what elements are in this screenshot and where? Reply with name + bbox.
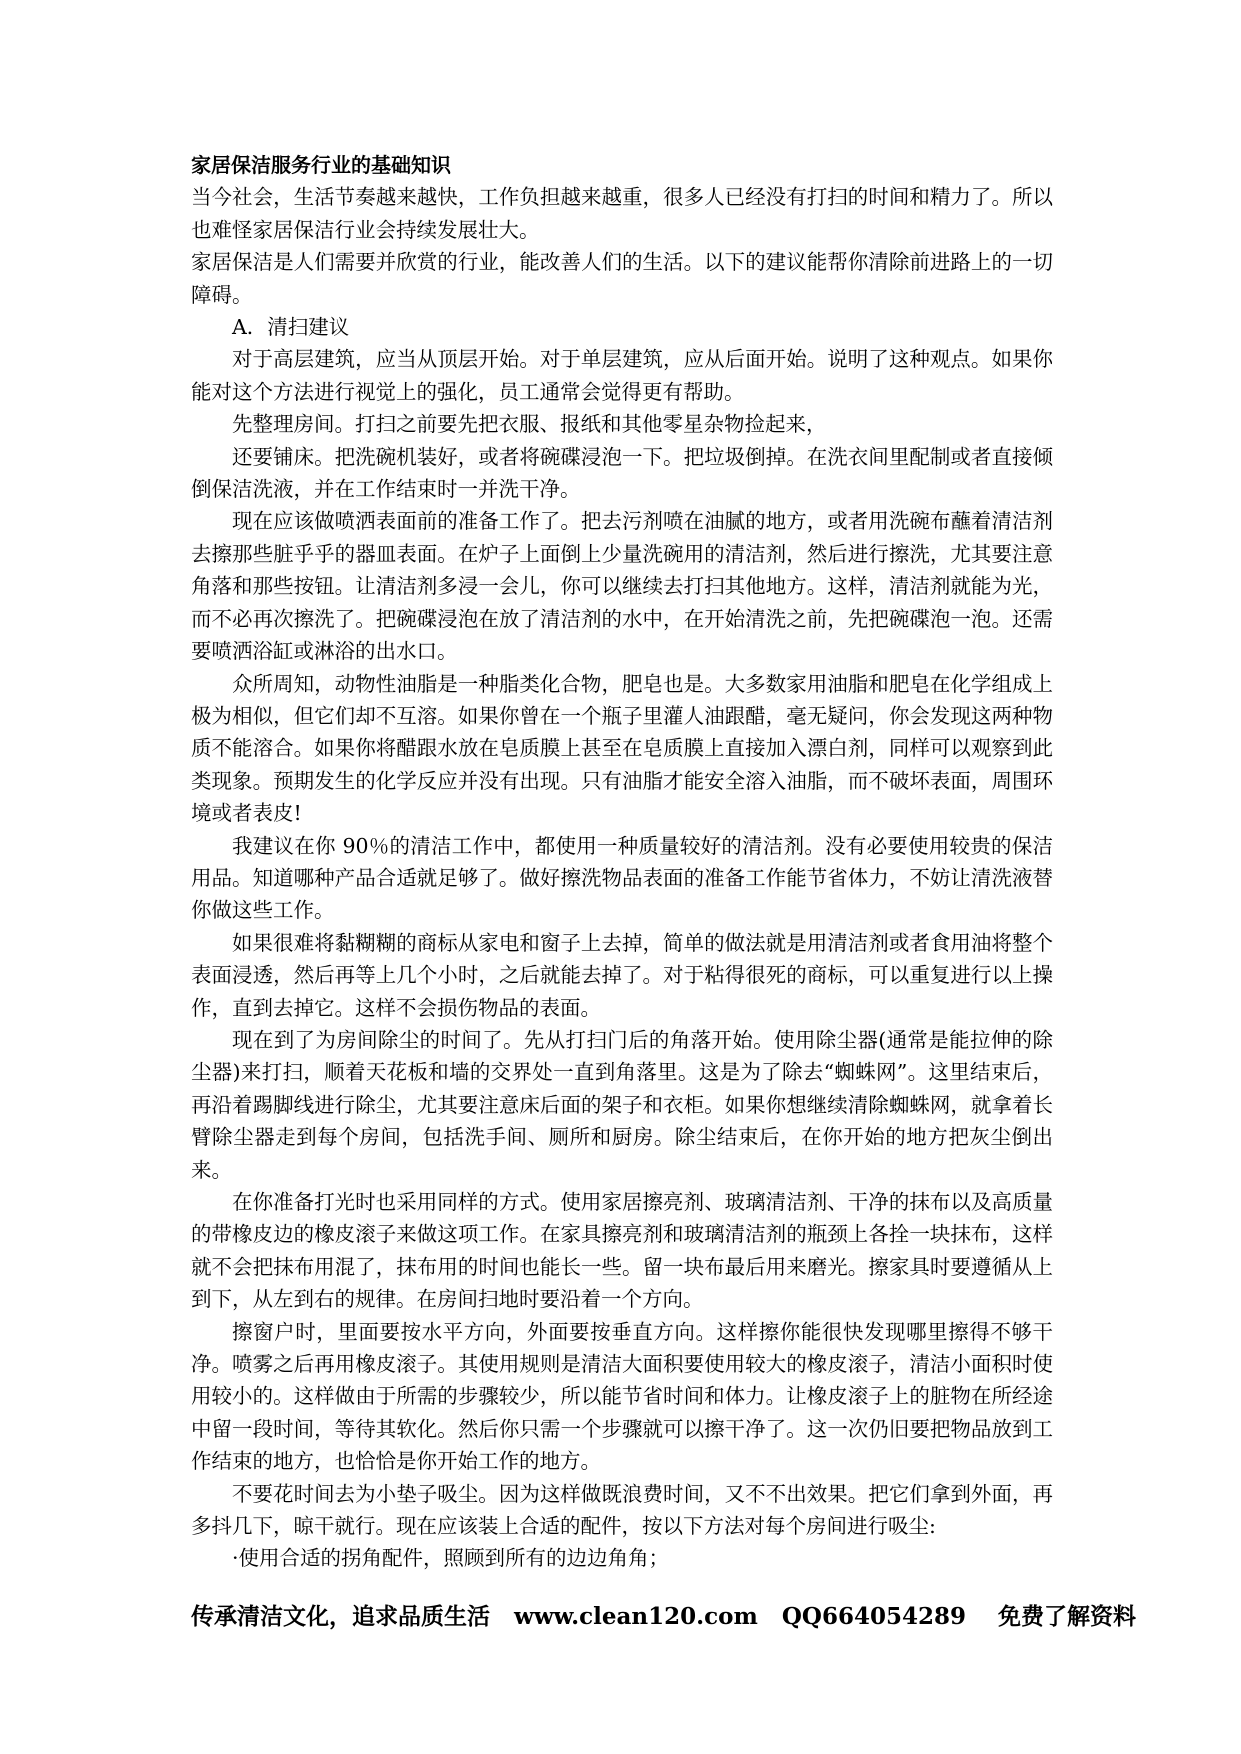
paragraph-make-bed: 还要铺床。把洗碗机装好，或者将碗碟浸泡一下。把垃圾倒掉。在洗衣间里配制或者直接倾倒保洁洗液，并在工作结束时一并洗干净。 bbox=[191, 444, 1053, 502]
paragraph-windows: 擦窗户时，里面要按水平方向，外面要按垂直方向。这样擦你能很快发现哪里擦得不够干净。喷雾之后再用橡皮滚子。其使用规则是清洁大面积要使用较大的橡皮滚子，清洁小面积时使用较小的。这样做由于所需的步骤较少，所以能节省时间和体力。让橡皮滚子上的脏物在所经途中留一段时间，等待其软化。然后你只需一个步骤就可以擦干净了。这一次仍旧要把物品放到工作结束的地方，也恰恰是你开始工作的地方。 bbox=[191, 1319, 1053, 1474]
bullet-corner-attachment: ·使用合适的拐角配件，照顾到所有的边边角角； bbox=[232, 1546, 670, 1571]
document-title: 家居保洁服务行业的基础知识 bbox=[191, 153, 451, 177]
paragraph-intro-1: 当今社会，生活节奏越来越快，工作负担越来越重，很多人已经没有打扫的时间和精力了。所以也难怪家居保洁行业会持续发展壮大。 bbox=[191, 185, 1053, 242]
footer-note: 免费了解资料 bbox=[998, 1603, 1137, 1630]
page-footer bbox=[191, 1602, 1137, 1632]
footer-qq: QQ664054289 bbox=[781, 1603, 966, 1630]
paragraph-dusting: 现在到了为房间除尘的时间了。先从打扫门后的角落开始。使用除尘器(通常是能拉伸的除尘器)来打扫，顺着天花板和墙的交界处一直到角落里。这是为了除去“蜘蛛网”。这里结束后，再沿着踢脚线进行除尘，尤其要注意床后面的架子和衣柜。如果你想继续清除蜘蛛网，就拿着长臂除尘器走到每个房间，包括洗手间、厕所和厨房。除尘结束后，在你开始的地方把灰尘倒出来。 bbox=[191, 1027, 1053, 1182]
paragraph-grease-soap: 众所周知，动物性油脂是一种脂类化合物，肥皂也是。大多数家用油脂和肥皂在化学组成上极为相似，但它们却不互溶。如果你曾在一个瓶子里灌人油跟醋，毫无疑问，你会发现这两种物质不能溶合。如果你将醋跟水放在皂质膜上甚至在皂质膜上直接加入漂白剂，同样可以观察到此类现象。预期发生的化学反应并没有出现。只有油脂才能安全溶入油脂，而不破坏表面，周围环境或者表皮! bbox=[191, 671, 1053, 826]
section-heading-cleaning-tips: A．清扫建议 bbox=[232, 315, 350, 340]
document-body bbox=[191, 149, 1053, 1575]
paragraph-polishing: 在你准备打光时也采用同样的方式。使用家居擦亮剂、玻璃清洁剂、干净的抹布以及高质量的带橡皮边的橡皮滚子来做这项工作。在家具擦亮剂和玻璃清洁剂的瓶颈上各拴一块抹布，这样就不会把抹布用混了，抹布用的时间也能长一些。留一块布最后用来磨光。擦家具时要遵循从上到下，从左到右的规律。在房间扫地时要沿着一个方向。 bbox=[191, 1190, 1053, 1312]
paragraph-buildings: 对于高层建筑，应当从顶层开始。对于单层建筑，应从后面开始。说明了这种观点。如果你能对这个方法进行视觉上的强化，员工通常会觉得更有帮助。 bbox=[191, 347, 1053, 404]
paragraph-vacuum: 不要花时间去为小垫子吸尘。因为这样做既浪费时间，又不不出效果。把它们拿到外面，再多抖几下，晾干就行。现在应该装上合适的配件，按以下方法对每个房间进行吸尘: bbox=[191, 1481, 1053, 1539]
footer-website: www.clean120.com bbox=[514, 1603, 758, 1630]
paragraph-tidy-room: 先整理房间。打扫之前要先把衣服、报纸和其他零星杂物捡起来， bbox=[232, 412, 827, 437]
paragraph-detergent: 我建议在你 90％的清洁工作中，都使用一种质量较好的清洁剂。没有必要使用较贵的保洁用品。知道哪种产品合适就足够了。做好擦洗物品表面的准备工作能节省体力，不妨让清洗液替你做这些工作。 bbox=[191, 833, 1053, 923]
paragraph-intro-2: 家居保洁是人们需要并欣赏的行业，能改善人们的生活。以下的建议能帮你清除前进路上的一切障碍。 bbox=[191, 250, 1053, 307]
paragraph-spray-prep: 现在应该做喷洒表面前的准备工作了。把去污剂喷在油腻的地方，或者用洗碗布蘸着清洁剂去擦那些脏乎乎的器皿表面。在炉子上面倒上少量洗碗用的清洁剂，然后进行擦洗，尤其要注意角落和那些按钮。让清洁剂多浸一会儿，你可以继续去打扫其他地方。这样，清洁剂就能为光，而不必再次擦洗了。把碗碟浸泡在放了清洁剂的水中，在开始清洗之前，先把碗碟泡一泡。还需要喷洒浴缸或淋浴的出水口。 bbox=[191, 509, 1053, 664]
footer-slogan: 传承清洁文化，追求品质生活 bbox=[191, 1603, 490, 1630]
paragraph-labels: 如果很难将黏糊糊的商标从家电和窗子上去掉，简单的做法就是用清洁剂或者食用油将整个表面浸透，然后再等上几个小时，之后就能去掉了。对于粘得很死的商标，可以重复进行以上操作，直到去掉它。这样不会损伤物品的表面。 bbox=[191, 930, 1053, 1020]
